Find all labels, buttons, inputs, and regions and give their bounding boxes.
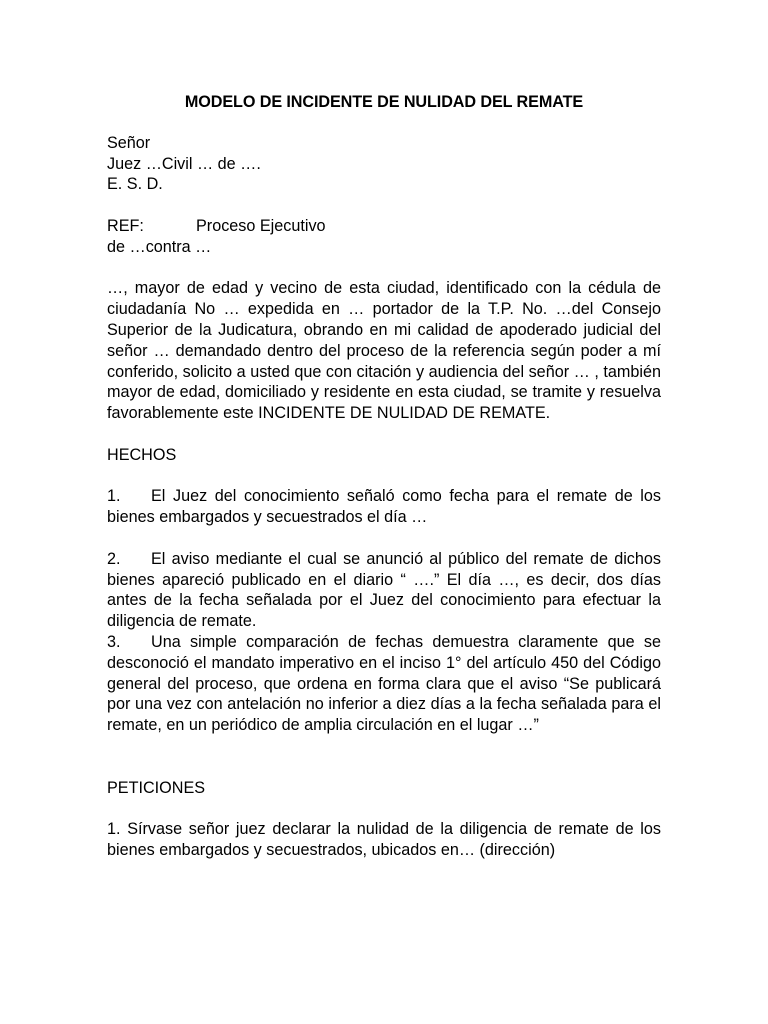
spacer (107, 736, 661, 778)
fact-item-1 (107, 486, 661, 528)
fact-item-2 (107, 549, 661, 632)
petition-item-1: 1. Sírvase señor juez declarar la nulidad de la diligencia de remate de los bienes embargados y secuestrados, ubicados en… (dirección) (107, 820, 661, 859)
fact-number: 2. (107, 549, 121, 568)
intro-paragraph: …, mayor de edad y vecino de esta ciudad, identificado con la cédula de ciudadanía No … expedida en … portador de la T.P. No. …del Consejo Superior de la Judicatura, obrando en mi calidad de apoderado judicial del señor … demandado dentro del proceso de la referencia según poder a mí conferido, solicito a usted que con citación y audiencia del señor … , también mayor de edad, domiciliado y residente en esta ciudad, se tramite y resuelva favorablemente este INCIDENTE DE NULIDAD DE REMATE. (107, 279, 661, 423)
addressee-block (107, 133, 661, 195)
addressee-line-2: Juez …Civil … de …. (107, 154, 261, 173)
addressee-line-3: E. S. D. (107, 175, 163, 194)
spacer (107, 466, 661, 487)
spacer (107, 798, 661, 819)
reference-parties: de …contra … (107, 237, 212, 256)
fact-item-3 (107, 632, 661, 736)
document-title: MODELO DE INCIDENTE DE NULIDAD DEL REMATE (184, 93, 584, 111)
reference-value: Proceso Ejecutivo (196, 216, 326, 235)
fact-number: 3. (107, 632, 121, 651)
fact-text: El Juez del conocimiento señaló como fecha para el remate de los bienes embargados y secuestrados el día … (107, 487, 661, 527)
spacer (107, 258, 661, 279)
spacer (107, 528, 661, 549)
fact-text: Una simple comparación de fechas demuestra claramente que se desconoció el mandato imperativo en el inciso 1° del artículo 450 del Código general del proceso, que ordena en forma clara que el aviso “Se publicará por una vez con antelación no inferior a diez días a la fecha señalada para el remate, en un periódico de amplia circulación en el lugar …” (107, 632, 661, 735)
spacer (107, 195, 661, 216)
addressee-line-1: Señor (107, 133, 151, 152)
spacer (107, 424, 661, 445)
petitions-heading: PETICIONES (107, 778, 206, 797)
fact-number: 1. (107, 487, 121, 506)
reference-row (107, 216, 661, 237)
reference-block (107, 216, 661, 258)
fact-text: El aviso mediante el cual se anunció al público del remate de dichos bienes apareció publicado en el diario “ ….” El día …, es decir, dos días antes de la fecha señalada por el Juez del conocimiento para efectuar la diligencia de remate. (107, 549, 661, 631)
reference-label: REF: (107, 216, 144, 235)
facts-heading: HECHOS (107, 445, 177, 464)
